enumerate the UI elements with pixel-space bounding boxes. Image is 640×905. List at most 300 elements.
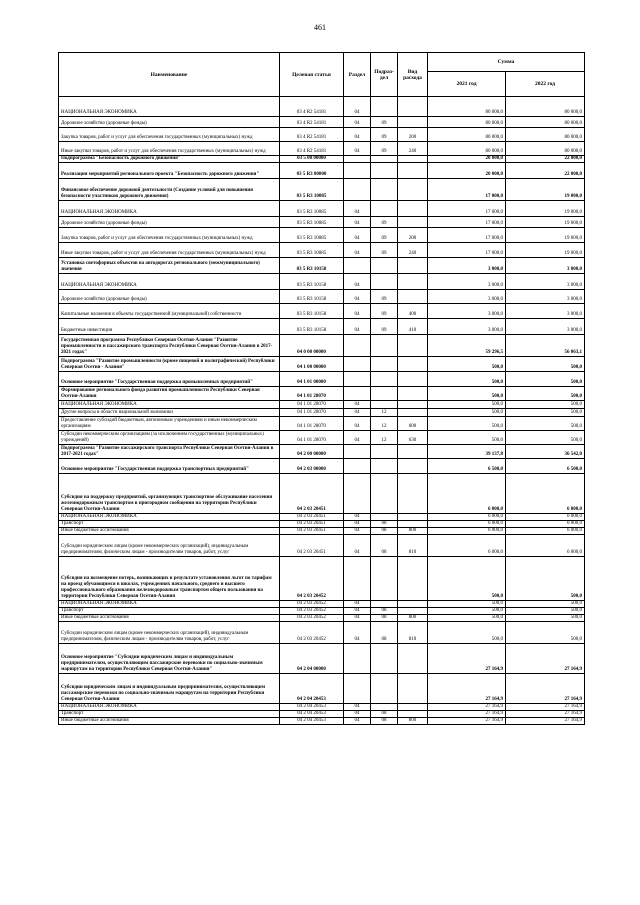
cell-article: 04 2 03 20452 bbox=[280, 622, 344, 644]
cell-section bbox=[344, 258, 371, 274]
cell-name: Закупка товаров, работ и услуг для обеспечения государственных (муниципальных) нужд bbox=[59, 228, 280, 243]
table-row bbox=[59, 474, 585, 514]
cell-2022: 27 164,9 bbox=[506, 674, 585, 704]
cell-article: 03 5 R3 00000 bbox=[280, 163, 344, 179]
cell-subsection bbox=[371, 156, 398, 163]
cell-subsection: 08 bbox=[371, 622, 398, 644]
cell-expense-type: 630 bbox=[398, 431, 428, 445]
cell-expense-type: 240 bbox=[398, 142, 428, 156]
cell-2021: 27 164,9 bbox=[428, 644, 506, 674]
cell-article: 04 2 03 20452 bbox=[280, 615, 344, 622]
cell-2021: 27 164,9 bbox=[428, 674, 506, 704]
cell-subsection bbox=[371, 601, 398, 608]
table-row bbox=[59, 372, 585, 387]
cell-expense-type: 400 bbox=[398, 304, 428, 319]
cell-expense-type bbox=[398, 372, 428, 387]
cell-subsection: 09 bbox=[371, 117, 398, 128]
cell-section: 04 bbox=[344, 117, 371, 128]
cell-subsection bbox=[371, 372, 398, 387]
cell-2022: 500,0 bbox=[506, 387, 585, 401]
cell-name: Основное мероприятие "Государственная поддержка транспортных предприятий" bbox=[59, 459, 280, 474]
cell-article: 04 2 03 20451 bbox=[280, 521, 344, 528]
cell-article: 04 2 04 00000 bbox=[280, 644, 344, 674]
cell-article: 04 2 04 20453 bbox=[280, 704, 344, 711]
cell-2021: 6 000,0 bbox=[428, 521, 506, 528]
cell-expense-type bbox=[398, 674, 428, 704]
cell-section bbox=[344, 459, 371, 474]
cell-name: Иные бюджетные ассигнования bbox=[59, 718, 280, 725]
cell-name: Иные закупки товаров, работ и услуг для обеспечения государственных (муниципальных) нужд bbox=[59, 142, 280, 156]
cell-section bbox=[344, 674, 371, 704]
cell-subsection: 09 bbox=[371, 319, 398, 335]
cell-2022: 500,0 bbox=[506, 608, 585, 615]
cell-name: Реализация мероприятий регионального проекта "Безопасность дорожного движения" bbox=[59, 163, 280, 179]
cell-article: 04 2 03 20452 bbox=[280, 608, 344, 615]
table-row bbox=[59, 601, 585, 608]
header-subsection: Подраз-дел bbox=[371, 53, 398, 97]
cell-name: Установка светофорных объектов на автодорогах регионального (межмуниципального) значения bbox=[59, 258, 280, 274]
table-row bbox=[59, 431, 585, 445]
cell-subsection bbox=[371, 201, 398, 217]
cell-section: 04 bbox=[344, 243, 371, 258]
cell-name: НАЦИОНАЛЬНАЯ ЭКОНОМИКА bbox=[59, 201, 280, 217]
cell-expense-type bbox=[398, 217, 428, 228]
cell-name: Транспорт bbox=[59, 521, 280, 528]
cell-2022: 27 164,9 bbox=[506, 718, 585, 725]
cell-name: НАЦИОНАЛЬНАЯ ЭКОНОМИКА bbox=[59, 704, 280, 711]
cell-article: 04 1 01 28070 bbox=[280, 409, 344, 417]
table-row bbox=[59, 335, 585, 357]
cell-name: Иные закупки товаров, работ и услуг для обеспечения государственных (муниципальных) нужд bbox=[59, 243, 280, 258]
cell-name: Субсидии юридическим лицам и индивидуальным предпринимателям, осуществляющим пассажирские перевозки по социально-значимым маршрутам на территории Республики Северная Осетия-Алания bbox=[59, 674, 280, 704]
cell-subsection bbox=[371, 357, 398, 372]
cell-article: 03 4 R2 54181 bbox=[280, 97, 344, 117]
table-row bbox=[59, 217, 585, 228]
cell-2022: 500,0 bbox=[506, 622, 585, 644]
cell-expense-type bbox=[398, 387, 428, 401]
cell-subsection: 12 bbox=[371, 409, 398, 417]
cell-article: 04 1 01 28070 bbox=[280, 387, 344, 401]
cell-section: 04 bbox=[344, 201, 371, 217]
cell-section: 04 bbox=[344, 718, 371, 725]
cell-expense-type bbox=[398, 445, 428, 459]
cell-2021: 500,0 bbox=[428, 401, 506, 409]
cell-name: Транспорт bbox=[59, 711, 280, 718]
table-row bbox=[59, 514, 585, 521]
cell-2021: 27 164,9 bbox=[428, 704, 506, 711]
cell-subsection bbox=[371, 704, 398, 711]
cell-name: Другие вопросы в области национальной экономики bbox=[59, 409, 280, 417]
cell-name: Закупка товаров, работ и услуг для обеспечения государственных (муниципальных) нужд bbox=[59, 128, 280, 142]
cell-subsection bbox=[371, 258, 398, 274]
cell-2021: 6 000,0 bbox=[428, 528, 506, 535]
cell-2021: 500,0 bbox=[428, 557, 506, 601]
cell-section: 04 bbox=[344, 514, 371, 521]
cell-2021: 6 000,0 bbox=[428, 535, 506, 557]
cell-2021: 500,0 bbox=[428, 417, 506, 431]
cell-expense-type bbox=[398, 514, 428, 521]
table-row bbox=[59, 243, 585, 258]
cell-2022: 500,0 bbox=[506, 615, 585, 622]
cell-section: 04 bbox=[344, 97, 371, 117]
cell-expense-type bbox=[398, 601, 428, 608]
cell-name: Дорожное хозяйство (дорожные фонды) bbox=[59, 290, 280, 304]
cell-2022: 500,0 bbox=[506, 372, 585, 387]
table-row bbox=[59, 179, 585, 201]
table-row bbox=[59, 711, 585, 718]
cell-2022: 500,0 bbox=[506, 409, 585, 417]
table-row bbox=[59, 615, 585, 622]
cell-2022: 19 000,0 bbox=[506, 201, 585, 217]
cell-section: 04 bbox=[344, 274, 371, 290]
cell-section: 04 bbox=[344, 142, 371, 156]
table-row bbox=[59, 622, 585, 644]
cell-2022: 500,0 bbox=[506, 557, 585, 601]
cell-2022: 3 000,0 bbox=[506, 304, 585, 319]
table-row bbox=[59, 718, 585, 725]
cell-subsection: 08 bbox=[371, 521, 398, 528]
cell-2021: 3 000,0 bbox=[428, 274, 506, 290]
cell-2021: 80 000,0 bbox=[428, 117, 506, 128]
cell-subsection bbox=[371, 335, 398, 357]
cell-article: 03 5 R3 10158 bbox=[280, 290, 344, 304]
cell-expense-type bbox=[398, 521, 428, 528]
cell-article: 03 5 R3 10085 bbox=[280, 217, 344, 228]
cell-expense-type: 200 bbox=[398, 128, 428, 142]
cell-subsection: 08 bbox=[371, 608, 398, 615]
cell-article: 03 5 R3 10085 bbox=[280, 201, 344, 217]
cell-name: Субсидии юридическим лицам (кроме некоммерческих организаций), индивидуальным предпринимателям, физическим лицам - производителям товаров, работ, услуг bbox=[59, 622, 280, 644]
cell-expense-type bbox=[398, 557, 428, 601]
cell-2021: 80 000,0 bbox=[428, 142, 506, 156]
cell-2021: 500,0 bbox=[428, 608, 506, 615]
cell-article: 04 2 03 20451 bbox=[280, 514, 344, 521]
cell-subsection bbox=[371, 674, 398, 704]
cell-name: Подпрограмма "Безопасность дорожного движения" bbox=[59, 156, 280, 163]
cell-subsection bbox=[371, 445, 398, 459]
cell-expense-type: 200 bbox=[398, 228, 428, 243]
cell-2022: 3 000,0 bbox=[506, 258, 585, 274]
cell-name: Капитальные вложения в объекты государственной (муниципальной) собственности bbox=[59, 304, 280, 319]
cell-subsection: 09 bbox=[371, 228, 398, 243]
table-row bbox=[59, 387, 585, 401]
table-row bbox=[59, 357, 585, 372]
cell-2022: 3 000,0 bbox=[506, 274, 585, 290]
cell-2022: 27 164,9 bbox=[506, 704, 585, 711]
cell-2021: 500,0 bbox=[428, 622, 506, 644]
cell-name: Субсидии юридическим лицам (кроме некоммерческих организаций), индивидуальным предпринимателям, физическим лицам - производителям товаров, работ, услуг bbox=[59, 535, 280, 557]
cell-subsection: 09 bbox=[371, 304, 398, 319]
cell-expense-type bbox=[398, 163, 428, 179]
cell-article: 03 4 R2 54181 bbox=[280, 142, 344, 156]
table-row bbox=[59, 459, 585, 474]
cell-section: 04 bbox=[344, 601, 371, 608]
cell-expense-type: 600 bbox=[398, 417, 428, 431]
cell-name: Подпрограмма "Развитие пассажирского транспорта Республики Северная Осетия-Алания в 2017-2021 годах" bbox=[59, 445, 280, 459]
cell-2021: 80 000,0 bbox=[428, 97, 506, 117]
cell-2022: 80 000,0 bbox=[506, 128, 585, 142]
cell-article: 03 5 R3 10085 bbox=[280, 228, 344, 243]
cell-2022: 27 164,9 bbox=[506, 711, 585, 718]
table-row bbox=[59, 97, 585, 117]
header-name: Наименование bbox=[59, 53, 280, 97]
cell-2021: 17 000,0 bbox=[428, 201, 506, 217]
cell-expense-type: 800 bbox=[398, 528, 428, 535]
cell-2021: 500,0 bbox=[428, 615, 506, 622]
cell-name: Формирование регионального фонда развития промышленности Республики Северная Осетия-Алания bbox=[59, 387, 280, 401]
cell-article: 04 2 04 20453 bbox=[280, 718, 344, 725]
cell-name: Финансовое обеспечение дорожной деятельности (Создание условий для повышения безопасности участников дорожного движения) bbox=[59, 179, 280, 201]
cell-article: 04 1 01 00000 bbox=[280, 372, 344, 387]
cell-subsection: 08 bbox=[371, 528, 398, 535]
cell-2022: 500,0 bbox=[506, 357, 585, 372]
cell-expense-type bbox=[398, 274, 428, 290]
cell-expense-type bbox=[398, 474, 428, 514]
cell-article: 03 4 R2 54181 bbox=[280, 117, 344, 128]
cell-2021: 6 000,0 bbox=[428, 474, 506, 514]
cell-section: 04 bbox=[344, 608, 371, 615]
cell-name: Дорожное хозяйство (дорожные фонды) bbox=[59, 217, 280, 228]
cell-section bbox=[344, 372, 371, 387]
cell-expense-type bbox=[398, 357, 428, 372]
cell-subsection: 09 bbox=[371, 217, 398, 228]
cell-subsection: 09 bbox=[371, 142, 398, 156]
cell-article: 04 2 04 20453 bbox=[280, 674, 344, 704]
page-number: 461 bbox=[314, 23, 326, 32]
cell-2022: 22 000,0 bbox=[506, 156, 585, 163]
cell-2022: 56 063,1 bbox=[506, 335, 585, 357]
cell-article: 03 5 R3 10158 bbox=[280, 274, 344, 290]
table-row bbox=[59, 128, 585, 142]
cell-name: Бюджетные инвестиции bbox=[59, 319, 280, 335]
cell-expense-type bbox=[398, 117, 428, 128]
table-row bbox=[59, 319, 585, 335]
cell-article: 03 5 R3 10158 bbox=[280, 258, 344, 274]
cell-article: 03 5 R3 10085 bbox=[280, 179, 344, 201]
cell-expense-type bbox=[398, 97, 428, 117]
cell-subsection: 08 bbox=[371, 711, 398, 718]
cell-subsection: 12 bbox=[371, 417, 398, 431]
cell-expense-type bbox=[398, 608, 428, 615]
cell-expense-type: 240 bbox=[398, 243, 428, 258]
cell-subsection bbox=[371, 163, 398, 179]
cell-name: Подпрограмма "Развитие промышленности (кроме пищевой и полиграфической) Республики Северная Осетия - Алания" bbox=[59, 357, 280, 372]
cell-subsection bbox=[371, 274, 398, 290]
table-row bbox=[59, 290, 585, 304]
cell-2021: 17 000,0 bbox=[428, 179, 506, 201]
cell-subsection bbox=[371, 557, 398, 601]
cell-article: 03 5 R3 10158 bbox=[280, 304, 344, 319]
cell-name: Государственная программа Республики Северная Осетия-Алания "Развитие промышленности и пассажирского транспорта Республики Северная Осетия-Алания в 2017-2021 годах" bbox=[59, 335, 280, 357]
cell-section: 04 bbox=[344, 521, 371, 528]
cell-name: Основное мероприятие "Государственная поддержка промышленных предприятий" bbox=[59, 372, 280, 387]
cell-2022: 6 000,0 bbox=[506, 474, 585, 514]
cell-subsection bbox=[371, 97, 398, 117]
cell-2021: 80 000,0 bbox=[428, 128, 506, 142]
cell-expense-type bbox=[398, 335, 428, 357]
table-row bbox=[59, 228, 585, 243]
table-row bbox=[59, 201, 585, 217]
cell-2021: 500,0 bbox=[428, 409, 506, 417]
cell-2022: 500,0 bbox=[506, 417, 585, 431]
cell-section bbox=[344, 335, 371, 357]
cell-section: 04 bbox=[344, 401, 371, 409]
cell-name: Предоставление субсидий бюджетным, автономным учреждениям и иным некоммерческим организациям bbox=[59, 417, 280, 431]
cell-2021: 20 000,0 bbox=[428, 156, 506, 163]
table-row bbox=[59, 557, 585, 601]
cell-2022: 6 500,0 bbox=[506, 459, 585, 474]
cell-2022: 6 000,0 bbox=[506, 535, 585, 557]
cell-2022: 80 000,0 bbox=[506, 117, 585, 128]
cell-subsection: 08 bbox=[371, 718, 398, 725]
cell-name: Иные бюджетные ассигнования bbox=[59, 528, 280, 535]
cell-article: 04 1 01 28070 bbox=[280, 401, 344, 409]
cell-2022: 22 000,0 bbox=[506, 163, 585, 179]
cell-article: 04 1 01 28070 bbox=[280, 431, 344, 445]
cell-2022: 36 542,0 bbox=[506, 445, 585, 459]
cell-expense-type bbox=[398, 201, 428, 217]
cell-subsection: 12 bbox=[371, 431, 398, 445]
cell-2022: 80 000,0 bbox=[506, 142, 585, 156]
budget-table bbox=[58, 52, 585, 725]
cell-article: 04 1 00 00000 bbox=[280, 357, 344, 372]
cell-section: 04 bbox=[344, 417, 371, 431]
cell-subsection: 08 bbox=[371, 535, 398, 557]
cell-2021: 500,0 bbox=[428, 372, 506, 387]
cell-section: 04 bbox=[344, 319, 371, 335]
cell-expense-type: 800 bbox=[398, 718, 428, 725]
cell-2021: 39 137,8 bbox=[428, 445, 506, 459]
table-row bbox=[59, 535, 585, 557]
cell-subsection: 09 bbox=[371, 243, 398, 258]
cell-expense-type bbox=[398, 459, 428, 474]
cell-section: 04 bbox=[344, 409, 371, 417]
table-row bbox=[59, 274, 585, 290]
table-row bbox=[59, 401, 585, 409]
cell-expense-type: 810 bbox=[398, 535, 428, 557]
cell-article: 04 2 03 00000 bbox=[280, 459, 344, 474]
cell-article: 04 0 00 00000 bbox=[280, 335, 344, 357]
table-row bbox=[59, 644, 585, 674]
table-row bbox=[59, 142, 585, 156]
table-row bbox=[59, 521, 585, 528]
cell-2022: 500,0 bbox=[506, 401, 585, 409]
cell-name: НАЦИОНАЛЬНАЯ ЭКОНОМИКА bbox=[59, 601, 280, 608]
cell-2021: 3 000,0 bbox=[428, 304, 506, 319]
cell-section bbox=[344, 474, 371, 514]
cell-article: 04 2 04 20453 bbox=[280, 711, 344, 718]
cell-article: 03 5 00 00000 bbox=[280, 156, 344, 163]
cell-article: 04 1 01 28070 bbox=[280, 417, 344, 431]
cell-subsection bbox=[371, 514, 398, 521]
cell-section: 04 bbox=[344, 711, 371, 718]
table-row bbox=[59, 304, 585, 319]
cell-2021: 500,0 bbox=[428, 387, 506, 401]
cell-2022: 19 000,0 bbox=[506, 179, 585, 201]
cell-article: 04 2 03 20452 bbox=[280, 601, 344, 608]
cell-2022: 19 000,0 bbox=[506, 243, 585, 258]
cell-section: 04 bbox=[344, 431, 371, 445]
table-row bbox=[59, 528, 585, 535]
cell-2022: 3 000,0 bbox=[506, 319, 585, 335]
cell-2022: 6 000,0 bbox=[506, 521, 585, 528]
cell-name: НАЦИОНАЛЬНАЯ ЭКОНОМИКА bbox=[59, 97, 280, 117]
cell-name: Дорожное хозяйство (дорожные фонды) bbox=[59, 117, 280, 128]
cell-section bbox=[344, 156, 371, 163]
header-sum: Сумма bbox=[428, 53, 585, 72]
cell-2022: 3 000,0 bbox=[506, 290, 585, 304]
cell-2021: 6 000,0 bbox=[428, 514, 506, 521]
cell-2021: 500,0 bbox=[428, 431, 506, 445]
cell-subsection bbox=[371, 179, 398, 201]
cell-expense-type: 810 bbox=[398, 622, 428, 644]
cell-section: 04 bbox=[344, 217, 371, 228]
cell-name: Иные бюджетные ассигнования bbox=[59, 615, 280, 622]
cell-2022: 6 000,0 bbox=[506, 528, 585, 535]
cell-name: Транспорт bbox=[59, 608, 280, 615]
cell-section: 04 bbox=[344, 535, 371, 557]
cell-2022: 19 000,0 bbox=[506, 228, 585, 243]
cell-subsection bbox=[371, 459, 398, 474]
header-year-2021: 2021 год bbox=[428, 72, 506, 97]
cell-name: НАЦИОНАЛЬНАЯ ЭКОНОМИКА bbox=[59, 274, 280, 290]
cell-section: 04 bbox=[344, 228, 371, 243]
cell-expense-type bbox=[398, 156, 428, 163]
cell-2021: 3 000,0 bbox=[428, 258, 506, 274]
cell-article: 03 5 R3 10085 bbox=[280, 243, 344, 258]
cell-section bbox=[344, 357, 371, 372]
cell-2021: 17 000,0 bbox=[428, 217, 506, 228]
table-row bbox=[59, 445, 585, 459]
cell-article: 03 5 R3 10158 bbox=[280, 319, 344, 335]
cell-2022: 6 000,0 bbox=[506, 514, 585, 521]
cell-2022: 27 164,9 bbox=[506, 644, 585, 674]
cell-article: 04 2 03 20452 bbox=[280, 557, 344, 601]
cell-name: НАЦИОНАЛЬНАЯ ЭКОНОМИКА bbox=[59, 401, 280, 409]
cell-expense-type bbox=[398, 258, 428, 274]
table-row bbox=[59, 117, 585, 128]
table-row bbox=[59, 156, 585, 163]
cell-name: Субсидии некоммерческим организациям (за исключением государственных (муниципальных) учреждений) bbox=[59, 431, 280, 445]
cell-section bbox=[344, 179, 371, 201]
cell-expense-type bbox=[398, 704, 428, 711]
cell-2021: 20 000,0 bbox=[428, 163, 506, 179]
cell-subsection: 09 bbox=[371, 128, 398, 142]
cell-2022: 80 000,0 bbox=[506, 97, 585, 117]
cell-2021: 6 500,0 bbox=[428, 459, 506, 474]
cell-2022: 19 000,0 bbox=[506, 217, 585, 228]
cell-name: НАЦИОНАЛЬНАЯ ЭКОНОМИКА bbox=[59, 514, 280, 521]
cell-section bbox=[344, 387, 371, 401]
cell-expense-type bbox=[398, 409, 428, 417]
cell-section: 04 bbox=[344, 304, 371, 319]
table-row bbox=[59, 163, 585, 179]
cell-2021: 3 000,0 bbox=[428, 319, 506, 335]
header-section: Раздел bbox=[344, 53, 371, 97]
cell-article: 04 2 03 20451 bbox=[280, 535, 344, 557]
cell-2021: 17 000,0 bbox=[428, 228, 506, 243]
cell-name: Основное мероприятие "Субсидии юридическим лицам и индивидуальным предпринимателям, осуществляющим пассажирские перевозки по социально-значимым маршрутам на территории Республики Северная Осетия-Алания" bbox=[59, 644, 280, 674]
cell-subsection bbox=[371, 474, 398, 514]
cell-2022: 500,0 bbox=[506, 431, 585, 445]
header-article: Целевая статья bbox=[280, 53, 344, 97]
cell-subsection bbox=[371, 644, 398, 674]
cell-2021: 59 296,5 bbox=[428, 335, 506, 357]
header-expense-type: Вид расхода bbox=[398, 53, 428, 97]
cell-2021: 17 000,0 bbox=[428, 243, 506, 258]
cell-expense-type: 410 bbox=[398, 319, 428, 335]
cell-2021: 3 000,0 bbox=[428, 290, 506, 304]
